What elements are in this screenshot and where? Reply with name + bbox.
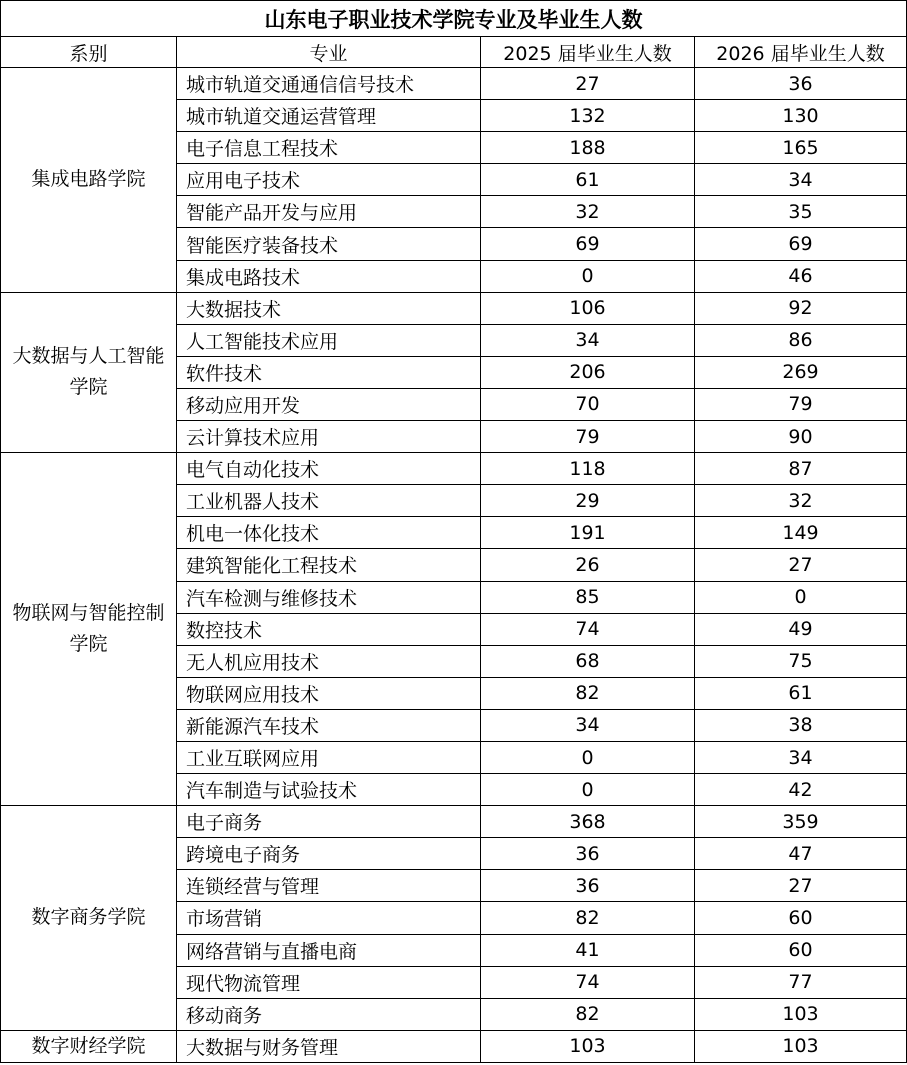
major-cell: 机电一体化技术 — [177, 517, 481, 549]
major-cell: 智能产品开发与应用 — [177, 196, 481, 228]
count-2026-cell: 269 — [695, 356, 907, 388]
dept-cell: 集成电路学院 — [1, 68, 177, 293]
count-2026-cell: 49 — [695, 613, 907, 645]
count-2026-cell: 42 — [695, 774, 907, 806]
major-cell: 现代物流管理 — [177, 966, 481, 998]
major-cell: 新能源汽车技术 — [177, 709, 481, 741]
major-cell: 工业机器人技术 — [177, 485, 481, 517]
count-2025-cell: 36 — [481, 870, 695, 902]
major-cell: 数控技术 — [177, 613, 481, 645]
major-cell: 跨境电子商务 — [177, 838, 481, 870]
header-2026: 2026 届毕业生人数 — [695, 37, 907, 68]
header-row — [1, 37, 907, 68]
major-cell: 电子商务 — [177, 806, 481, 838]
count-2026-cell: 60 — [695, 934, 907, 966]
major-cell: 物联网应用技术 — [177, 677, 481, 709]
count-2026-cell: 359 — [695, 806, 907, 838]
count-2025-cell: 82 — [481, 677, 695, 709]
count-2025-cell: 368 — [481, 806, 695, 838]
major-cell: 无人机应用技术 — [177, 645, 481, 677]
major-cell: 软件技术 — [177, 356, 481, 388]
major-cell: 大数据与财务管理 — [177, 1030, 481, 1062]
count-2025-cell: 41 — [481, 934, 695, 966]
count-2026-cell: 75 — [695, 645, 907, 677]
count-2026-cell: 149 — [695, 517, 907, 549]
count-2025-cell: 0 — [481, 741, 695, 773]
count-2025-cell: 191 — [481, 517, 695, 549]
count-2026-cell: 35 — [695, 196, 907, 228]
count-2026-cell: 47 — [695, 838, 907, 870]
header-major: 专业 — [177, 37, 481, 68]
count-2026-cell: 130 — [695, 100, 907, 132]
count-2026-cell: 34 — [695, 741, 907, 773]
count-2025-cell: 74 — [481, 966, 695, 998]
count-2025-cell: 29 — [481, 485, 695, 517]
major-cell: 汽车制造与试验技术 — [177, 774, 481, 806]
count-2025-cell: 206 — [481, 356, 695, 388]
count-2026-cell: 38 — [695, 709, 907, 741]
count-2026-cell: 77 — [695, 966, 907, 998]
major-cell: 建筑智能化工程技术 — [177, 549, 481, 581]
count-2025-cell: 74 — [481, 613, 695, 645]
major-cell: 网络营销与直播电商 — [177, 934, 481, 966]
count-2025-cell: 61 — [481, 164, 695, 196]
count-2026-cell: 0 — [695, 581, 907, 613]
table-title: 山东电子职业技术学院专业及毕业生人数 — [1, 1, 907, 37]
major-cell: 应用电子技术 — [177, 164, 481, 196]
count-2025-cell: 69 — [481, 228, 695, 260]
count-2025-cell: 188 — [481, 132, 695, 164]
major-cell: 城市轨道交通通信信号技术 — [177, 68, 481, 100]
count-2026-cell: 69 — [695, 228, 907, 260]
header-2025: 2025 届毕业生人数 — [481, 37, 695, 68]
header-dept: 系别 — [1, 37, 177, 68]
count-2025-cell: 118 — [481, 453, 695, 485]
count-2026-cell: 34 — [695, 164, 907, 196]
count-2025-cell: 103 — [481, 1030, 695, 1062]
count-2025-cell: 32 — [481, 196, 695, 228]
count-2026-cell: 87 — [695, 453, 907, 485]
title-row — [1, 1, 907, 37]
count-2025-cell: 70 — [481, 388, 695, 420]
count-2025-cell: 27 — [481, 68, 695, 100]
count-2026-cell: 165 — [695, 132, 907, 164]
dept-cell: 数字商务学院 — [1, 806, 177, 1031]
major-cell: 移动应用开发 — [177, 388, 481, 420]
dept-cell: 物联网与智能控制学院 — [1, 453, 177, 806]
count-2025-cell: 106 — [481, 292, 695, 324]
count-2025-cell: 0 — [481, 260, 695, 292]
count-2025-cell: 82 — [481, 998, 695, 1030]
major-cell: 人工智能技术应用 — [177, 324, 481, 356]
count-2025-cell: 26 — [481, 549, 695, 581]
major-cell: 市场营销 — [177, 902, 481, 934]
count-2026-cell: 103 — [695, 1030, 907, 1062]
major-cell: 汽车检测与维修技术 — [177, 581, 481, 613]
count-2025-cell: 34 — [481, 324, 695, 356]
count-2025-cell: 85 — [481, 581, 695, 613]
count-2026-cell: 32 — [695, 485, 907, 517]
major-cell: 工业互联网应用 — [177, 741, 481, 773]
count-2026-cell: 27 — [695, 870, 907, 902]
count-2026-cell: 61 — [695, 677, 907, 709]
table-row — [1, 806, 907, 838]
major-cell: 城市轨道交通运营管理 — [177, 100, 481, 132]
count-2026-cell: 60 — [695, 902, 907, 934]
count-2025-cell: 36 — [481, 838, 695, 870]
count-2026-cell: 79 — [695, 388, 907, 420]
count-2025-cell: 82 — [481, 902, 695, 934]
dept-cell: 大数据与人工智能学院 — [1, 292, 177, 452]
count-2026-cell: 103 — [695, 998, 907, 1030]
count-2025-cell: 0 — [481, 774, 695, 806]
count-2026-cell: 36 — [695, 68, 907, 100]
count-2026-cell: 90 — [695, 421, 907, 453]
major-cell: 集成电路技术 — [177, 260, 481, 292]
major-cell: 电气自动化技术 — [177, 453, 481, 485]
major-cell: 云计算技术应用 — [177, 421, 481, 453]
dept-cell: 数字财经学院 — [1, 1030, 177, 1062]
count-2026-cell: 27 — [695, 549, 907, 581]
table-row — [1, 292, 907, 324]
count-2025-cell: 34 — [481, 709, 695, 741]
count-2025-cell: 132 — [481, 100, 695, 132]
count-2026-cell: 86 — [695, 324, 907, 356]
major-cell: 连锁经营与管理 — [177, 870, 481, 902]
count-2025-cell: 68 — [481, 645, 695, 677]
count-2026-cell: 92 — [695, 292, 907, 324]
major-cell: 智能医疗装备技术 — [177, 228, 481, 260]
major-cell: 大数据技术 — [177, 292, 481, 324]
count-2025-cell: 79 — [481, 421, 695, 453]
major-cell: 电子信息工程技术 — [177, 132, 481, 164]
table-row — [1, 1030, 907, 1062]
table-row — [1, 68, 907, 100]
table-row — [1, 453, 907, 485]
major-cell: 移动商务 — [177, 998, 481, 1030]
count-2026-cell: 46 — [695, 260, 907, 292]
